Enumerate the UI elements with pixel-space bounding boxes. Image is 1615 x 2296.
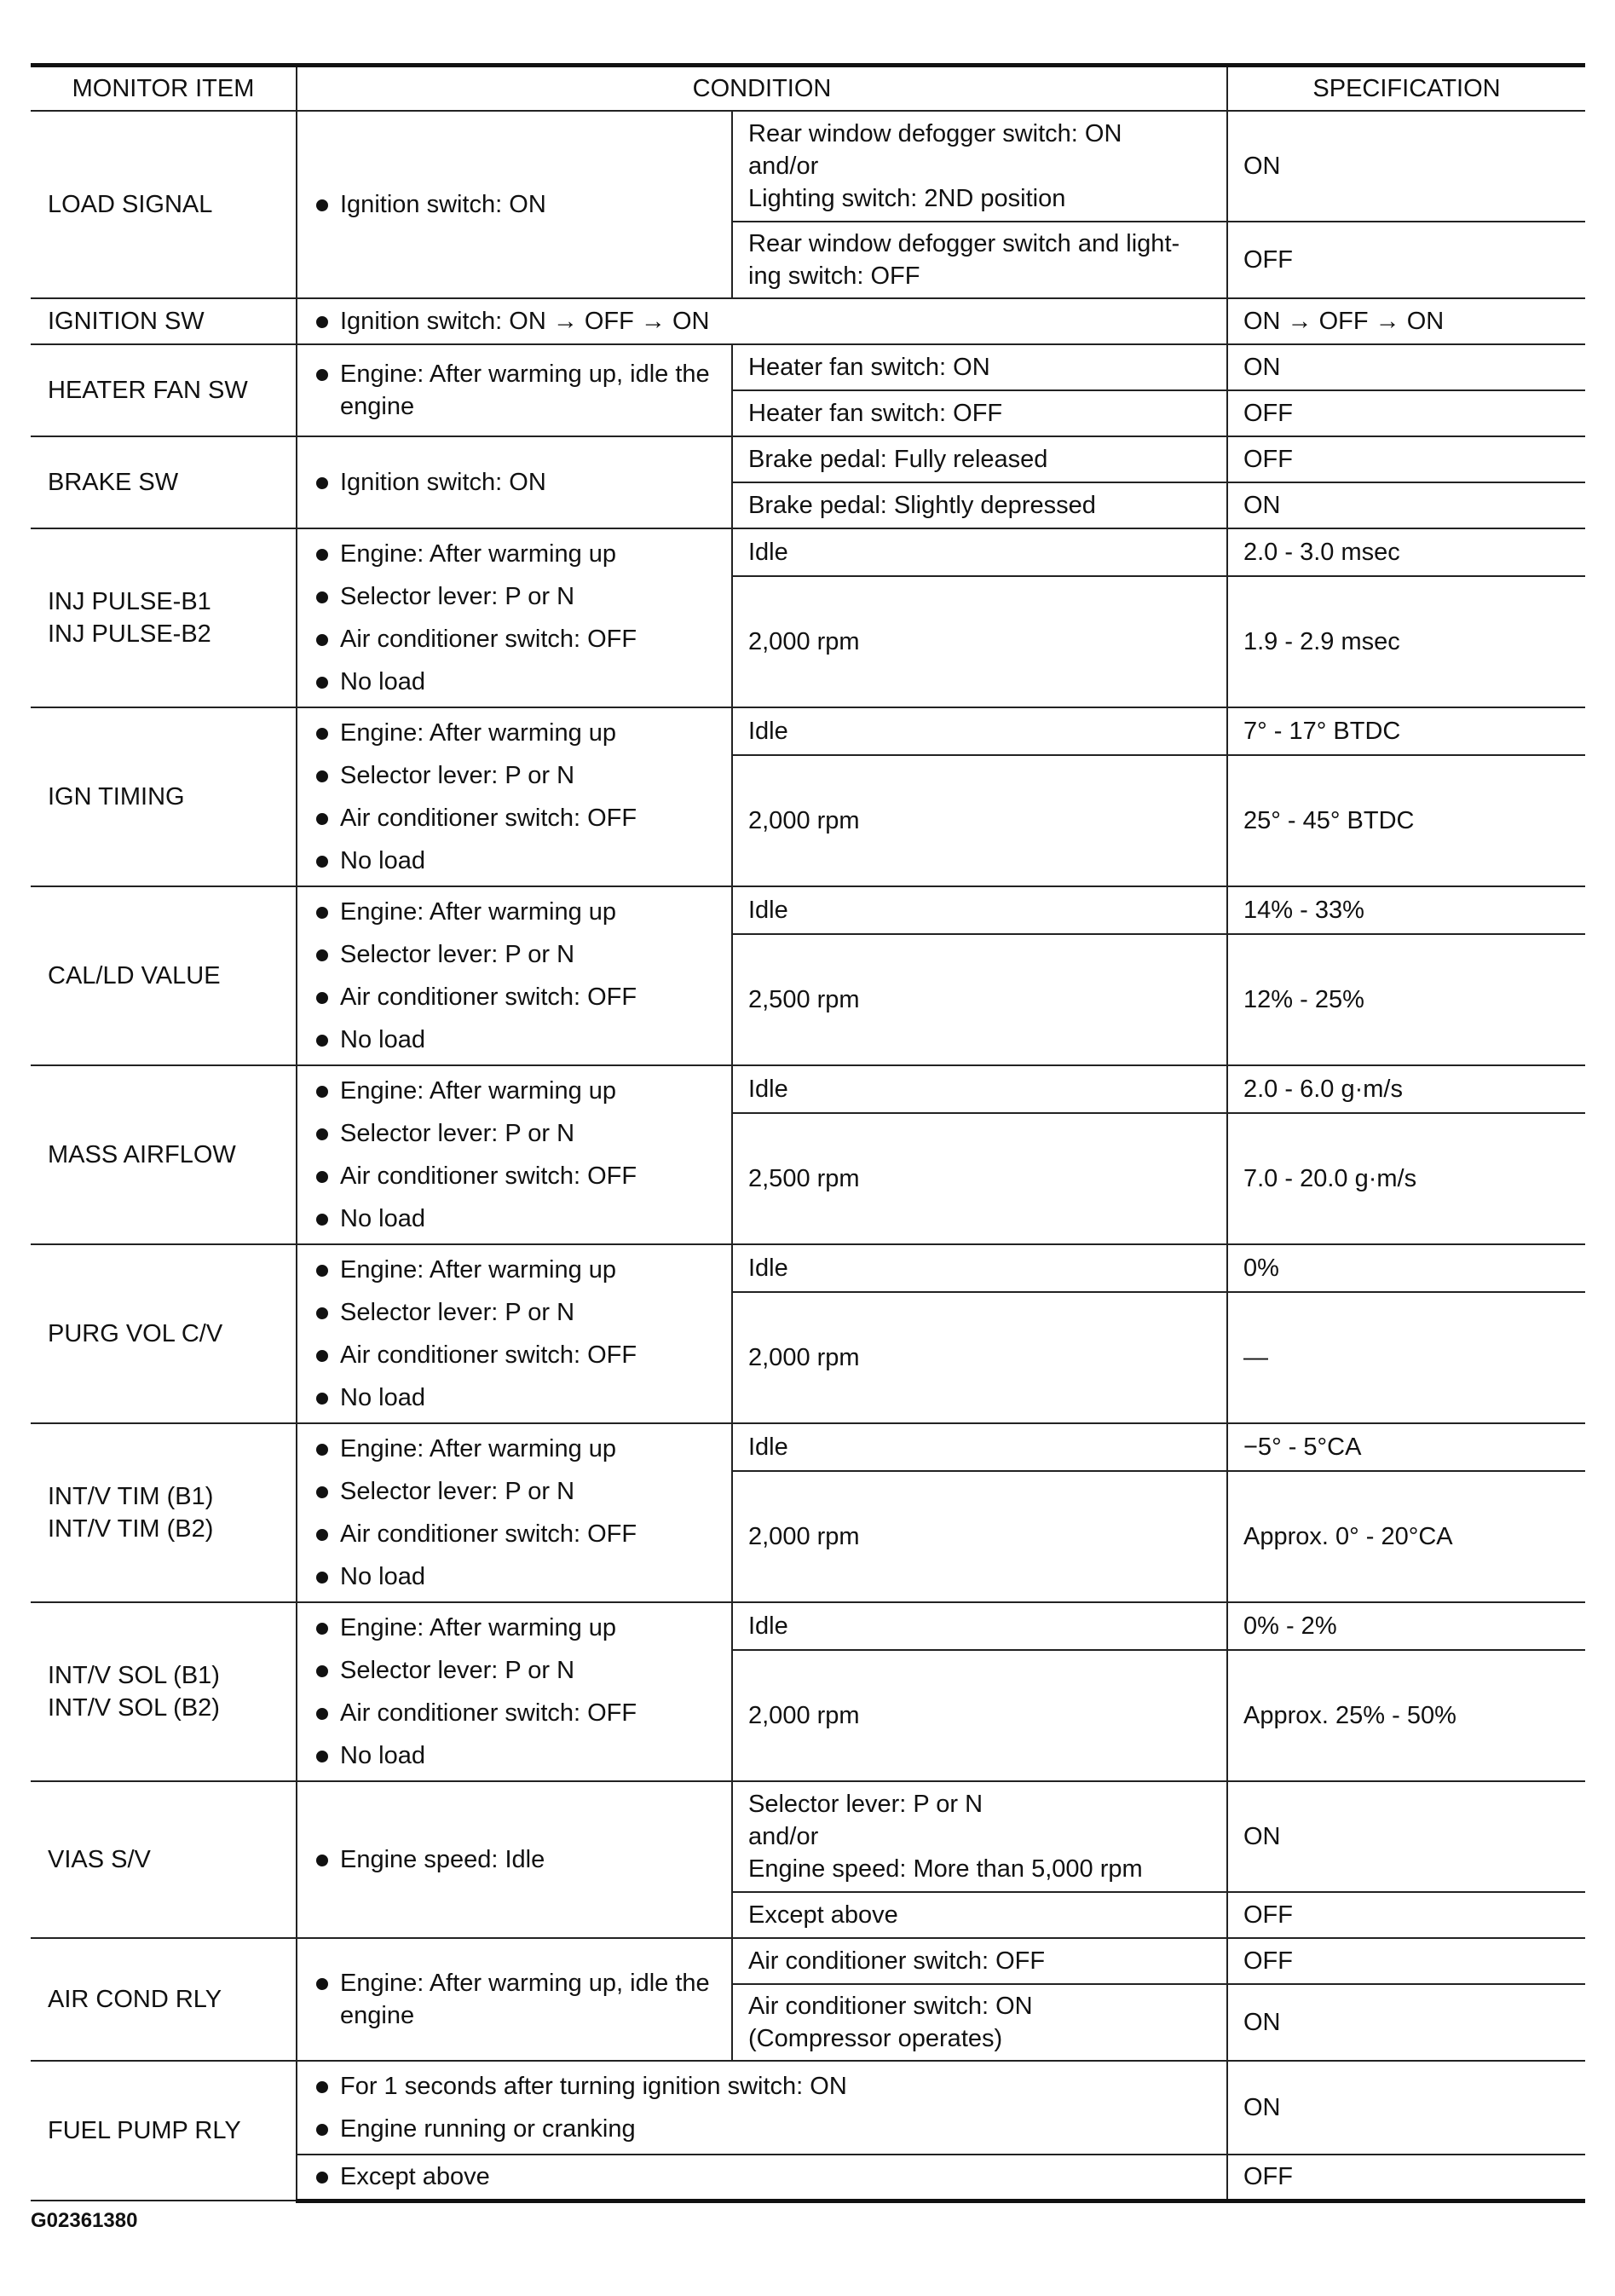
monitor-item: INT/V SOL (B1) INT/V SOL (B2)	[31, 1602, 297, 1781]
specification: —	[1227, 1292, 1585, 1423]
table-row	[31, 111, 1585, 222]
sub-condition: Heater fan switch: ON	[732, 344, 1227, 390]
table-row	[31, 344, 1585, 390]
specification: ON	[1227, 1781, 1585, 1892]
specification: ON	[1227, 1984, 1585, 2061]
sub-condition: Air conditioner switch: ON (Compressor operates)	[732, 1984, 1227, 2061]
table-row	[31, 298, 1585, 344]
monitor-item: CAL/LD VALUE	[31, 886, 297, 1065]
condition-bullet: No load	[313, 661, 716, 703]
condition-cell	[297, 344, 732, 436]
figure-code: G02361380	[31, 2209, 138, 2232]
specification: 0%	[1227, 1244, 1585, 1292]
sub-condition: 2,000 rpm	[732, 1650, 1227, 1781]
condition-bullet: No load	[313, 1376, 716, 1419]
sub-condition: 2,000 rpm	[732, 576, 1227, 707]
condition-bullet: No load	[313, 1197, 716, 1240]
monitor-item: IGN TIMING	[31, 707, 297, 886]
condition-bullet: Ignition switch: ON	[313, 466, 716, 499]
specification: Approx. 25% - 50%	[1227, 1650, 1585, 1781]
monitor-spec-table	[31, 63, 1585, 2203]
condition-bullet: Engine: After warming up	[313, 891, 716, 933]
condition-bullet: Engine: After warming up, idle the engine	[313, 1967, 716, 2032]
specification: ON	[1227, 111, 1585, 222]
monitor-item: HEATER FAN SW	[31, 344, 297, 436]
sub-condition: Brake pedal: Fully released	[732, 436, 1227, 482]
sub-condition: Air conditioner switch: OFF	[732, 1938, 1227, 1984]
sub-condition: Idle	[732, 886, 1227, 934]
condition-bullet: No load	[313, 839, 716, 882]
condition-bullet: Ignition switch: ON → OFF → ON	[313, 305, 1211, 337]
table-row	[31, 1781, 1585, 1892]
sub-condition: Idle	[732, 1065, 1227, 1113]
table-row	[31, 1065, 1585, 1113]
sub-condition: Heater fan switch: OFF	[732, 390, 1227, 436]
sub-condition: Idle	[732, 1423, 1227, 1471]
condition-cell	[297, 528, 732, 707]
sub-condition: Rear window defogger switch and light- ing switch: OFF	[732, 222, 1227, 298]
specification: 14% - 33%	[1227, 886, 1585, 934]
sub-condition: Except above	[732, 1892, 1227, 1938]
condition-bullet: No load	[313, 1734, 716, 1777]
specification: OFF	[1227, 1938, 1585, 1984]
condition-cell	[297, 1781, 732, 1938]
monitor-item: IGNITION SW	[31, 298, 297, 344]
table-header-row	[31, 66, 1585, 112]
sub-condition: Idle	[732, 1244, 1227, 1292]
specification: ON → OFF → ON	[1227, 298, 1585, 344]
specification: 7.0 - 20.0 g·m/s	[1227, 1113, 1585, 1244]
condition-bullet: Engine: After warming up	[313, 712, 716, 754]
condition-bullet: Air conditioner switch: OFF	[313, 1513, 716, 1555]
condition-bullet: Engine: After warming up	[313, 1607, 716, 1649]
condition-cell	[297, 1065, 732, 1244]
condition-cell	[297, 111, 732, 298]
condition-cell	[297, 436, 732, 528]
condition-bullet: Engine: After warming up	[313, 533, 716, 575]
sub-condition: 2,000 rpm	[732, 1471, 1227, 1602]
condition-cell	[297, 707, 732, 886]
monitor-item: PURG VOL C/V	[31, 1244, 297, 1423]
sub-condition: Idle	[732, 707, 1227, 755]
sub-condition: Brake pedal: Slightly depressed	[732, 482, 1227, 528]
specification: OFF	[1227, 2155, 1585, 2201]
table-row	[31, 886, 1585, 934]
sub-condition: Selector lever: P or N and/or Engine speed: More than 5,000 rpm	[732, 1781, 1227, 1892]
specification: 25° - 45° BTDC	[1227, 755, 1585, 886]
sub-condition: Idle	[732, 1602, 1227, 1650]
header-condition: CONDITION	[297, 66, 1227, 112]
monitor-item: FUEL PUMP RLY	[31, 2061, 297, 2201]
sub-condition: 2,500 rpm	[732, 1113, 1227, 1244]
condition-cell	[297, 1938, 732, 2061]
table-row	[31, 436, 1585, 482]
condition-bullet: Selector lever: P or N	[313, 1291, 716, 1334]
specification: OFF	[1227, 222, 1585, 298]
sub-condition: 2,000 rpm	[732, 755, 1227, 886]
condition-bullet: Except above	[313, 2160, 1211, 2193]
condition-cell	[297, 1423, 732, 1602]
condition-bullet: Selector lever: P or N	[313, 1112, 716, 1155]
specification: 2.0 - 3.0 msec	[1227, 528, 1585, 576]
condition-bullet: Engine: After warming up	[313, 1070, 716, 1112]
condition-bullet: Selector lever: P or N	[313, 1470, 716, 1513]
condition-bullet: No load	[313, 1018, 716, 1061]
sub-condition: 2,000 rpm	[732, 1292, 1227, 1423]
specification: 7° - 17° BTDC	[1227, 707, 1585, 755]
sub-condition: Rear window defogger switch: ON and/or Lighting switch: 2ND position	[732, 111, 1227, 222]
condition-bullet: Air conditioner switch: OFF	[313, 976, 716, 1018]
monitor-item: LOAD SIGNAL	[31, 111, 297, 298]
condition-cell	[297, 298, 1227, 344]
monitor-item: AIR COND RLY	[31, 1938, 297, 2061]
condition-cell	[297, 1602, 732, 1781]
condition-bullet: Selector lever: P or N	[313, 933, 716, 976]
table-row	[31, 1938, 1585, 1984]
table-row	[31, 1423, 1585, 1471]
condition-bullet: Selector lever: P or N	[313, 1649, 716, 1692]
specification: ON	[1227, 344, 1585, 390]
monitor-item: BRAKE SW	[31, 436, 297, 528]
condition-bullet: Air conditioner switch: OFF	[313, 1692, 716, 1734]
condition-bullet: Air conditioner switch: OFF	[313, 1334, 716, 1376]
condition-bullet: Selector lever: P or N	[313, 575, 716, 618]
table-row	[31, 2061, 1585, 2155]
specification: OFF	[1227, 1892, 1585, 1938]
specification: OFF	[1227, 436, 1585, 482]
condition-bullet: Air conditioner switch: OFF	[313, 1155, 716, 1197]
condition-cell	[297, 2061, 1227, 2155]
monitor-item: INJ PULSE-B1 INJ PULSE-B2	[31, 528, 297, 707]
condition-bullet: Selector lever: P or N	[313, 754, 716, 797]
condition-bullet: Engine speed: Idle	[313, 1843, 716, 1876]
table-row	[31, 707, 1585, 755]
sub-condition: 2,500 rpm	[732, 934, 1227, 1065]
specification: 12% - 25%	[1227, 934, 1585, 1065]
condition-cell	[297, 2155, 1227, 2201]
specification: ON	[1227, 2061, 1585, 2155]
monitor-item: INT/V TIM (B1) INT/V TIM (B2)	[31, 1423, 297, 1602]
specification: Approx. 0° - 20°CA	[1227, 1471, 1585, 1602]
specification: 0% - 2%	[1227, 1602, 1585, 1650]
header-specification: SPECIFICATION	[1227, 66, 1585, 112]
table-row	[31, 528, 1585, 576]
condition-bullet: Engine: After warming up, idle the engine	[313, 358, 716, 423]
condition-cell	[297, 886, 732, 1065]
header-monitor-item: MONITOR ITEM	[31, 66, 297, 112]
condition-bullet: Engine running or cranking	[313, 2108, 1211, 2150]
specification: 2.0 - 6.0 g·m/s	[1227, 1065, 1585, 1113]
specification: ON	[1227, 482, 1585, 528]
table-row	[31, 1244, 1585, 1292]
condition-bullet: Engine: After warming up	[313, 1428, 716, 1470]
condition-bullet: Engine: After warming up	[313, 1249, 716, 1291]
condition-cell	[297, 1244, 732, 1423]
sub-condition: Idle	[732, 528, 1227, 576]
monitor-item: MASS AIRFLOW	[31, 1065, 297, 1244]
specification: 1.9 - 2.9 msec	[1227, 576, 1585, 707]
condition-bullet: Air conditioner switch: OFF	[313, 797, 716, 839]
table-row	[31, 1602, 1585, 1650]
specification: −5° - 5°CA	[1227, 1423, 1585, 1471]
condition-bullet: Air conditioner switch: OFF	[313, 618, 716, 661]
condition-bullet: For 1 seconds after turning ignition switch: ON	[313, 2065, 1211, 2108]
monitor-item: VIAS S/V	[31, 1781, 297, 1938]
condition-bullet: Ignition switch: ON	[313, 188, 716, 221]
condition-bullet: No load	[313, 1555, 716, 1598]
specification: OFF	[1227, 390, 1585, 436]
